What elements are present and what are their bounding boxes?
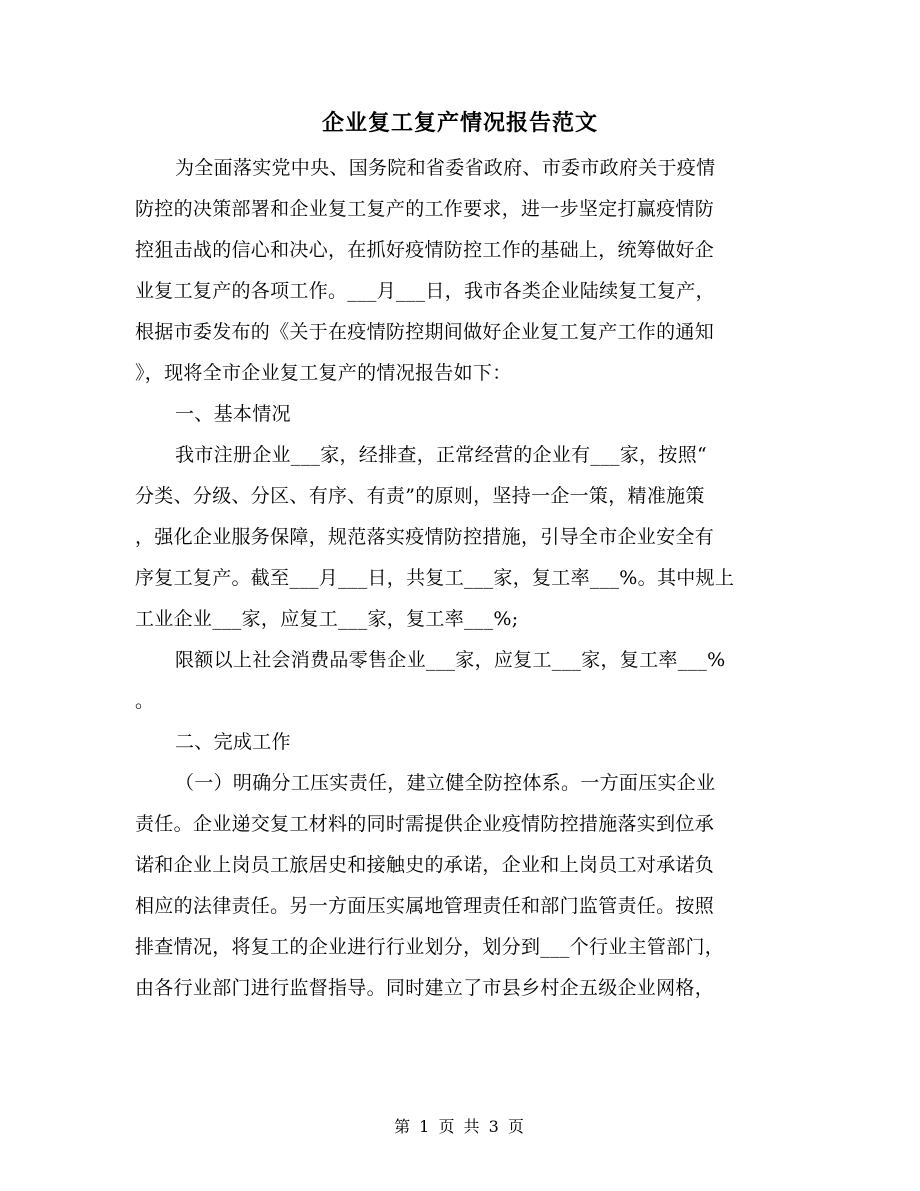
text-line: 。 <box>135 690 155 712</box>
text-line: 由各行业部门进行监督指导。同时建立了市县乡村企五级企业网格， <box>135 977 715 999</box>
text-line: 为全面落实党中央、国务院和省委省政府、市委市政府关于疫情 <box>175 157 716 179</box>
text-line: 》，现将全市企业复工复产的情况报告如下： <box>135 362 512 384</box>
text-line: 限额以上社会消费品零售企业___家，应复工___家，复工率___% <box>175 649 726 671</box>
text-line: 根据市委发布的《关于在疫情防控期间做好企业复工复产工作的通知 <box>135 321 715 343</box>
text-line: 相应的法律责任。另一方面压实属地管理责任和部门监管责任。按照 <box>135 895 715 917</box>
page-number: 第 1 页 共 3 页 <box>394 1117 526 1136</box>
text-line: 防控的决策部署和企业复工复产的工作要求，进一步坚定打赢疫情防 <box>135 198 715 220</box>
text-line: 诺和企业上岗员工旅居史和接触史的承诺，企业和上岗员工对承诺负 <box>135 854 715 876</box>
text-line: 我市注册企业___家，经排查，正常经营的企业有___家，按照“ <box>175 444 708 466</box>
text-line: 排查情况，将复工的企业进行行业划分，划分到___个行业主管部门， <box>135 936 725 958</box>
text-line: 控狙击战的信心和决心，在抓好疫情防控工作的基础上，统筹做好企 <box>135 239 715 261</box>
document-title: 企业复工复产情况报告范文 <box>321 111 598 136</box>
section-heading: 二、完成工作 <box>175 731 291 753</box>
text-line: 业复工复产的各项工作。___月___日，我市各类企业陆续复工复产， <box>135 280 715 302</box>
text-line: 分类、分级、分区、有序、有责”的原则，坚持一企一策，精准施策 <box>135 485 705 507</box>
text-line: 责任。企业递交复工材料的同时需提供企业疫情防控措施落实到位承 <box>135 813 715 835</box>
text-line: （一）明确分工压实责任，建立健全防控体系。一方面压实企业 <box>175 772 716 794</box>
text-line: 工业企业___家，应复工___家，复工率___%; <box>135 608 519 630</box>
section-heading: 一、基本情况 <box>175 403 291 425</box>
document-body <box>135 148 785 1009</box>
text-line: 序复工复产。截至___月___日，共复工___家，复工率___%。其中规上 <box>135 567 735 589</box>
text-line: ，强化企业服务保障，规范落实疫情防控措施，引导全市企业安全有 <box>135 526 715 548</box>
